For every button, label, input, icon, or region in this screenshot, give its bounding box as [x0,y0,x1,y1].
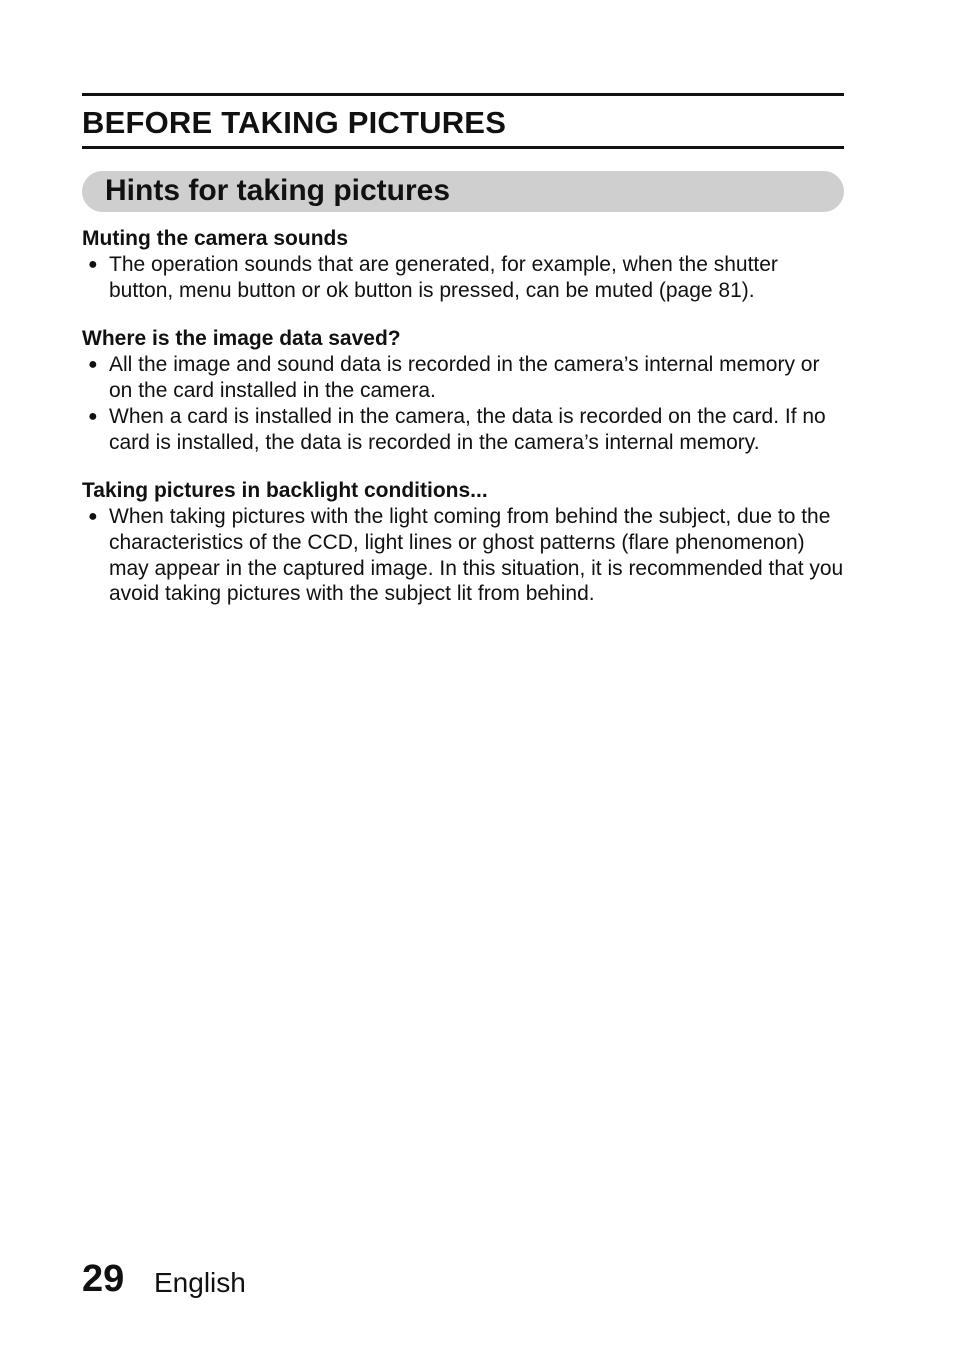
bullet-text: When a card is installed in the camera, the data is recorded on the card. If no card is installed, the data is recorded in the camera’s internal memory. [109,404,826,454]
bullet-text: The operation sounds that are generated, for example, when the shutter button, menu button or ok button is pressed, can be muted (page 81). [109,253,778,302]
topic-heading: Where is the image data saved? [82,327,401,351]
page-number: 29 [82,1258,125,1300]
topic-heading: Muting the camera sounds [82,227,349,250]
page-language: English [154,1267,246,1298]
bullet-list [82,252,844,303]
bullet-icon: ● [88,407,98,425]
page-content [82,226,844,630]
bullet-text: When taking pictures with the light coming from behind the subject, due to the characteristics of the CCD, light lines or ghost patterns (flare phenomenon) may appear in the captured image. In this situation, it is recommended that you avoid taking pictures with the subject lit from behind. [109,505,844,606]
bullet-icon: ● [88,508,98,526]
topic-muting-sounds [82,226,844,303]
chapter-header [82,93,844,149]
bullet-item [82,504,844,607]
bullet-icon: ● [88,256,98,273]
bullet-text: All the image and sound data is recorded in the camera’s internal memory or on the card installed in the camera. [109,353,820,403]
chapter-title: BEFORE TAKING PICTURES [82,105,507,140]
topic-heading: Taking pictures in backlight conditions... [82,479,488,503]
topic-backlight [82,478,844,607]
section-title: Hints for taking pictures [105,174,451,207]
bullet-item [82,352,844,403]
bullet-icon: ● [88,356,98,374]
topic-image-data-saved [82,326,844,455]
section-title-bar [82,171,844,212]
bullet-list [82,352,844,455]
bullet-item [82,404,844,455]
bullet-list [82,504,844,607]
bullet-item [82,252,844,303]
